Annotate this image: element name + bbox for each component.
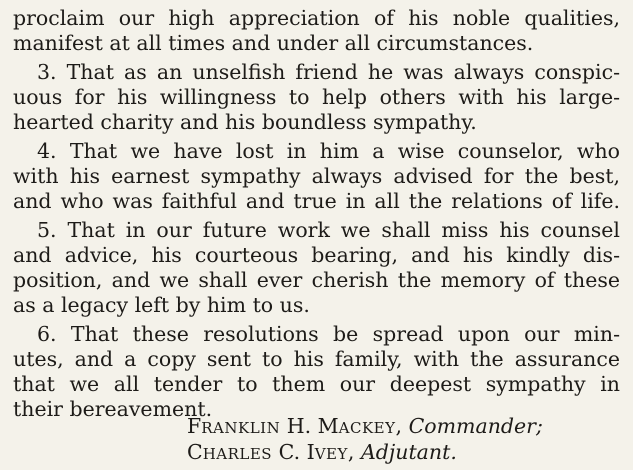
signature-name-rest: HARLES [202,445,273,463]
text-line: 6. That these resolutions be spread upon our min- [37,322,620,346]
text-line: that we all tender to them our deepest sympathy in [13,372,620,396]
signature-surname-rest: ACKEY [338,419,396,437]
signature-adjutant [187,440,457,466]
signature-surname-initial: I [306,440,315,464]
text-line: proclaim our high appreciation of his noble qualities, [13,6,620,30]
signature-name-initial: F [187,414,202,438]
text-line: 3. That as an unselfish friend he was always conspic- [37,60,620,84]
signature-middle: H. [280,414,318,438]
signature-name-initial: C [187,440,203,464]
text-line: 4. That we have lost in him a wise counselor, who [37,139,620,163]
text-line: their bereavement. [13,397,213,421]
text-line: utes, and a copy sent to his family, with the assurance [13,347,620,371]
text-line: manifest at all times and under all circumstances. [13,31,534,55]
signature-surname-initial: M [317,414,339,438]
signature-title: Adjutant. [360,440,457,464]
signature-title: Commander; [408,414,543,438]
text-line: and who was faithful and true in all the relations of life. [13,189,620,213]
text-line: as a legacy left by him to us. [13,293,310,317]
text-line: position, and we shall ever cherish the memory of these [13,268,620,292]
text-line: 5. That in our future work we shall miss his counsel [37,218,620,242]
signature-separator: , [395,414,409,438]
signature-middle: C. [272,440,307,464]
text-line: and advice, his courteous bearing, and his kindly dis- [13,243,620,267]
signature-separator: , [347,440,361,464]
signature-commander [187,414,543,440]
signature-surname-rest: VEY [314,445,348,463]
text-line: uous for his willingness to help others with his large- [13,85,620,109]
signature-name-rest: RANKLIN [201,419,281,437]
text-line: hearted charity and his boundless sympathy. [13,110,477,134]
text-line: with his earnest sympathy always advised for the best, [13,164,620,188]
